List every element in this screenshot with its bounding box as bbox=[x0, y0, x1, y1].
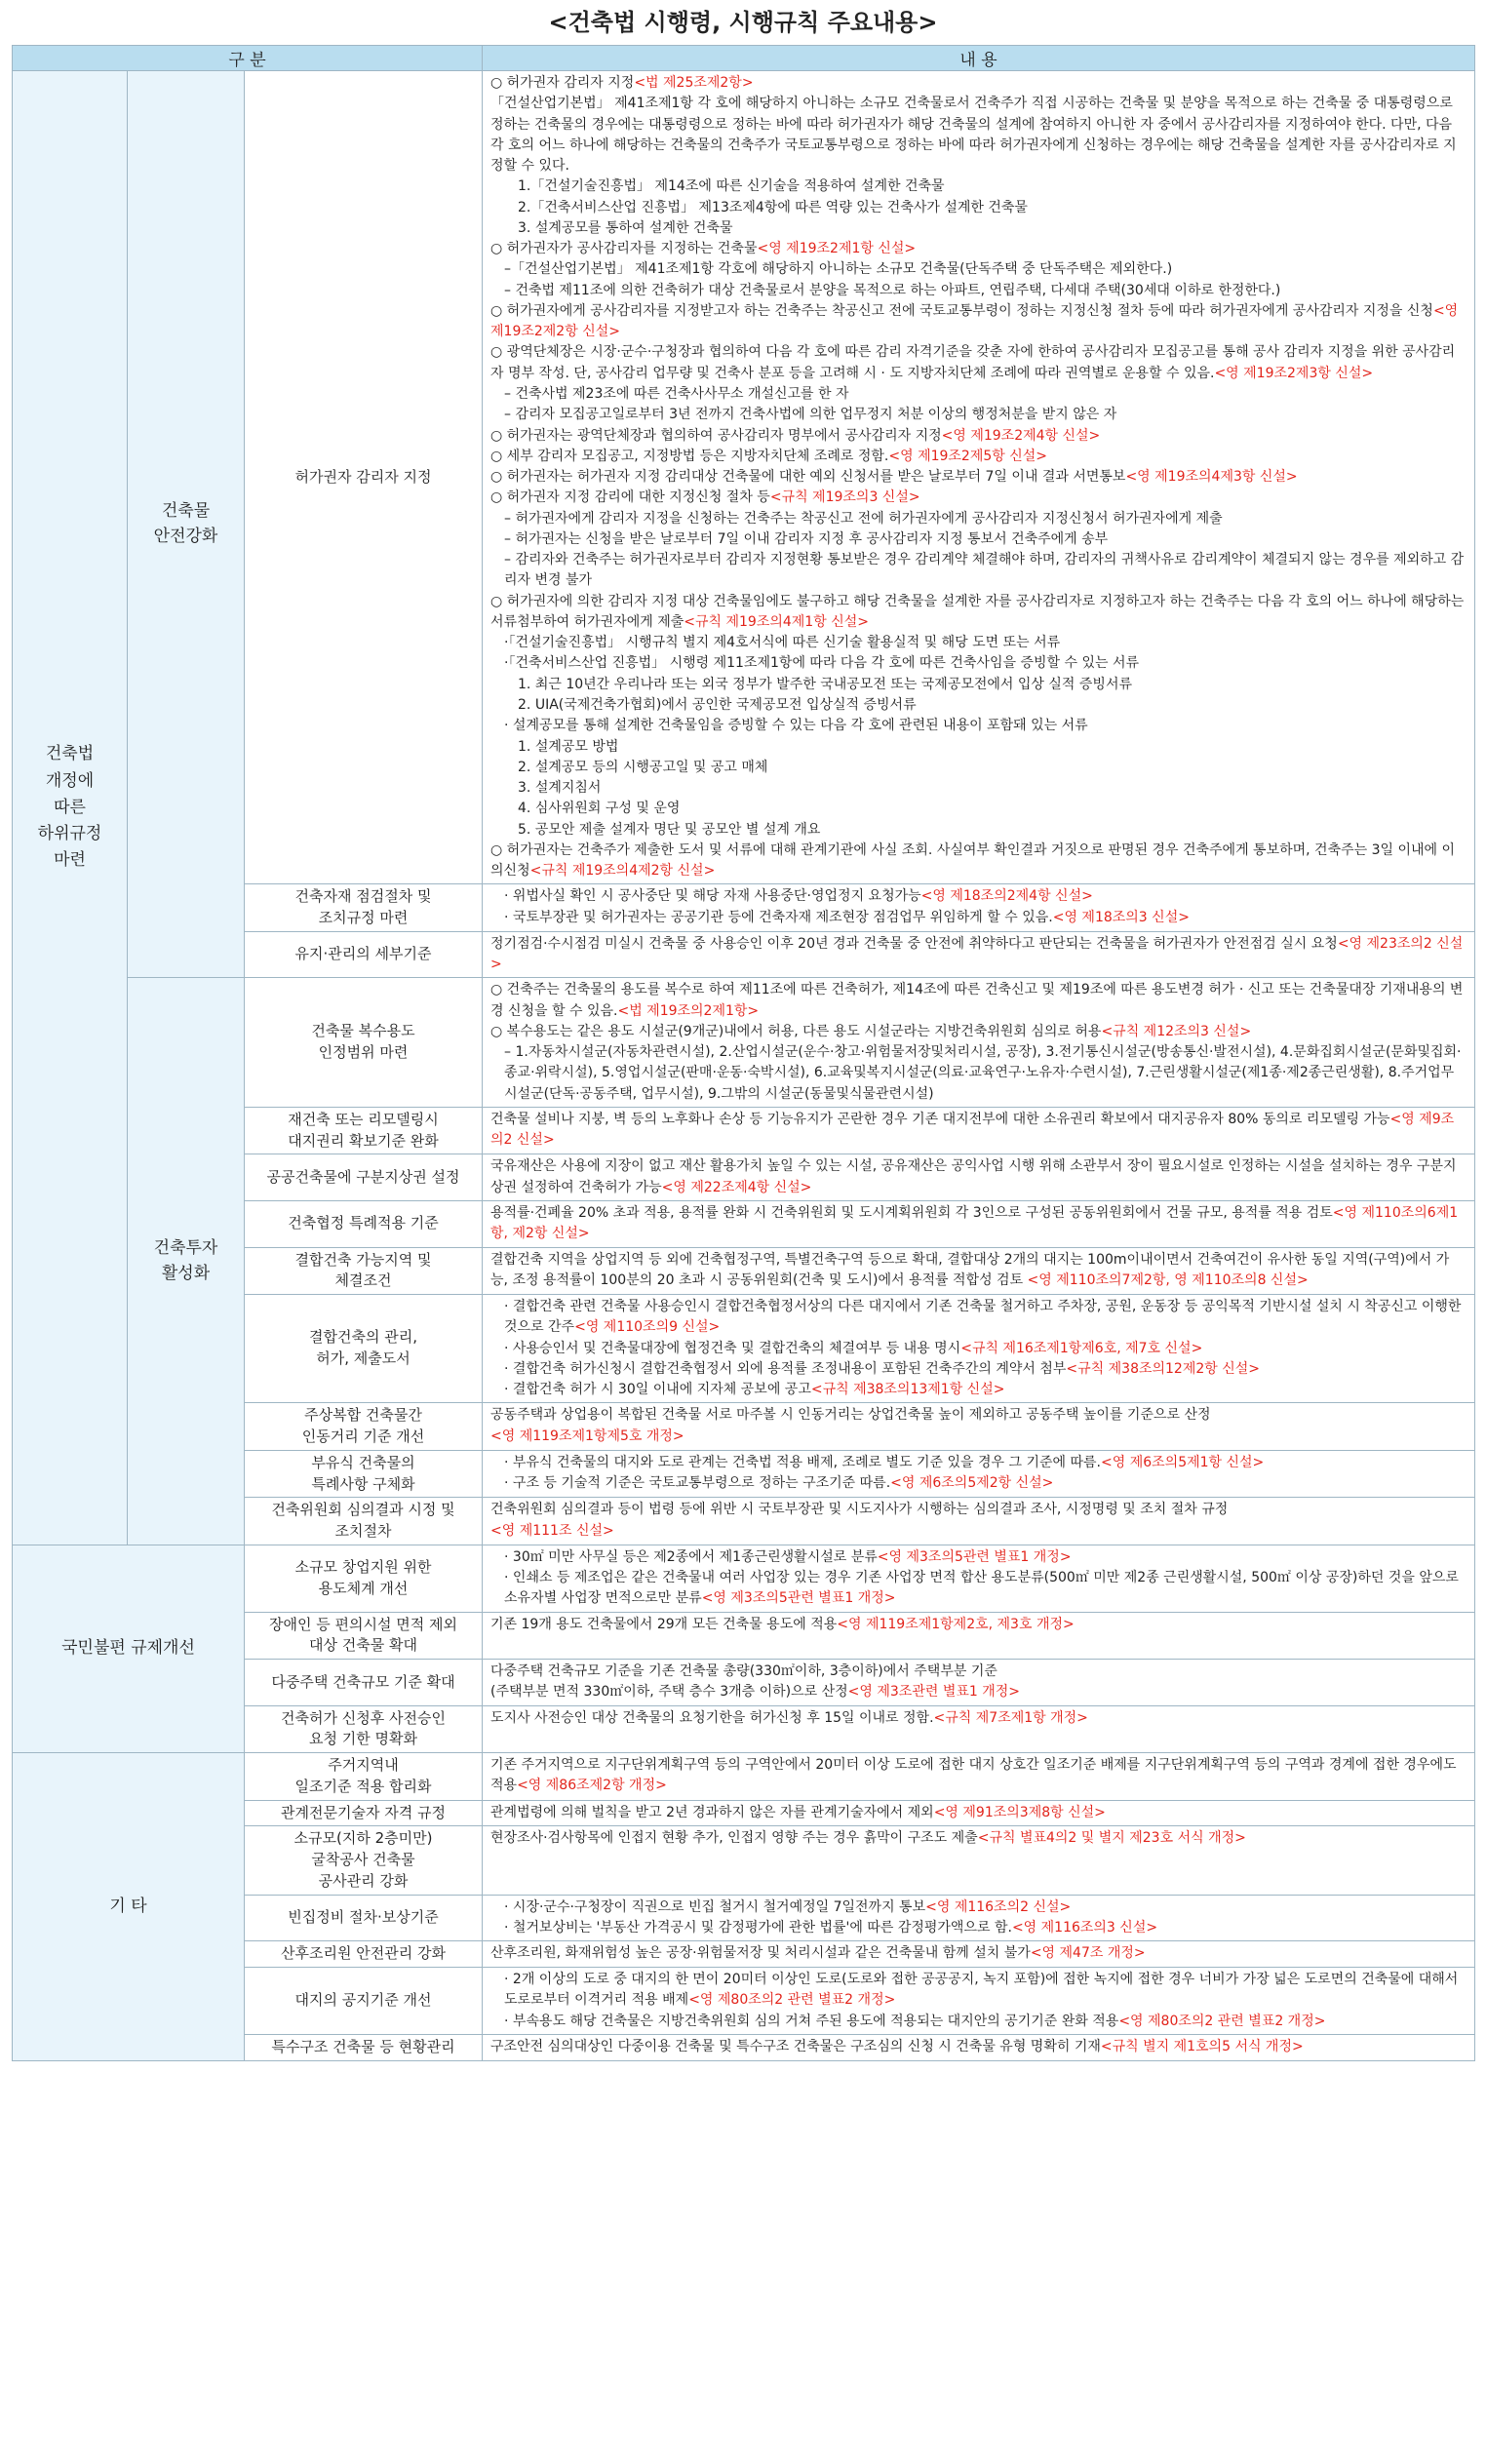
content-text: ○ 허가권자는 허가권자 지정 감리대상 건축물에 대한 예외 신청서를 받은 날로부터 7일 이내 결과 서면통보 bbox=[490, 469, 1126, 486]
content-text: 공동주택과 상업용이 복합된 건축물 서로 마주볼 시 인동거리는 상업건축물 높이 제외하고 공동주택 높이를 기준으로 산정 bbox=[490, 1407, 1211, 1424]
content-text: – 건축사법 제23조에 따른 건축사사무소 개설신고를 한 자 bbox=[504, 385, 849, 402]
content-cell bbox=[483, 1247, 1475, 1295]
content-line bbox=[490, 1156, 1466, 1198]
content-text: 다중주택 건축규모 기준을 기존 건축물 총량(330㎡이하, 3층이하)에서 주택부분 기준 bbox=[490, 1663, 997, 1680]
table-row bbox=[13, 1545, 1475, 1612]
legal-reference: <규칙 제19조의3 신설> bbox=[769, 489, 920, 506]
item-name-cell: 건축허가 신청후 사전승인 요청 기한 명확화 bbox=[245, 1705, 483, 1753]
content-text: ○ 광역단체장은 시장·군수·구청장과 협의하여 다음 각 호에 따른 감리 자격기준을 갖춘 자에 한하여 공사감리자 모집공고를 통해 공사 감리자 지정을 위한 공사감리자 명부 작성. 단, 공사감리 업무량 및 건축사 분포 등을 고려해 시 · 도 지방자치단체 조례에 따라 권역별로 운용할 수 있음. bbox=[490, 344, 1456, 381]
content-line bbox=[490, 94, 1466, 176]
table-row bbox=[13, 71, 1475, 884]
content-text: ○ 허가권자에게 공사감리자를 지정받고자 하는 건축주는 착공신고 전에 국토교통부령이 정하는 지정신청 절차 등에 따라 허가권자에게 공사감리자 지정을 신청 bbox=[490, 302, 1433, 319]
legal-reference: <영 제80조의2 관련 별표2 개정> bbox=[688, 1992, 896, 2009]
legal-reference: <영 제19조2제5항 신설> bbox=[888, 448, 1048, 464]
content-line bbox=[490, 1828, 1466, 1849]
legal-reference: <영 제22조제4항 신설> bbox=[661, 1179, 812, 1195]
legal-reference: <영 제23조의2 신설> bbox=[490, 935, 1464, 973]
content-text: ·「건설기술진흥법」 시행규칙 별지 제4호서식에 따른 신기술 활용실적 및 해당 도면 또는 서류 bbox=[504, 635, 1061, 651]
item-name-cell: 결합건축 가능지역 및 체결조건 bbox=[245, 1247, 483, 1295]
content-line bbox=[490, 1359, 1466, 1380]
content-cell bbox=[483, 884, 1475, 932]
category-cell: 건축법 개정에 따른 하위규정 마련 bbox=[13, 71, 128, 1545]
content-line bbox=[490, 886, 1466, 907]
content-line bbox=[490, 467, 1466, 488]
table-body bbox=[13, 71, 1475, 2061]
content-text: –「건설산업기본법」 제41조제1항 각호에 해당하지 아니하는 소규모 건축물(단독주택 중 단독주택은 제외한다.) bbox=[504, 261, 1173, 278]
legal-reference: <영 제19조2제2항 신설> bbox=[490, 302, 1459, 340]
content-text: ○ 허가권자에 의한 감리자 지정 대상 건축물임에도 불구하고 해당 건축물을 설계한 자를 공사감리자로 지정하고자 하는 건축주는 다음 각 호의 어느 하나에 해당하는 서류첨부하여 허가권자에게 제출 bbox=[490, 593, 1465, 630]
content-text: ○ 복수용도는 같은 용도 시설군(9개군)내에서 허용, 다른 용도 시설군라는 지방건축위원회 심의로 허용 bbox=[490, 1023, 1102, 1039]
content-text: · 부속용도 해당 건축물은 지방건축위원회 심의 거쳐 주된 용도에 적용되는 대지안의 공기기준 완화 적용 bbox=[504, 2013, 1119, 2029]
content-line bbox=[490, 198, 1466, 218]
content-cell bbox=[483, 1498, 1475, 1545]
summary-table bbox=[12, 45, 1475, 2061]
content-text: · 사용승인서 및 건축물대장에 협정건축 및 결합건축의 체결여부 등 내용 명시 bbox=[504, 1340, 961, 1356]
legal-reference: <영 제116조의2 신설> bbox=[925, 1898, 1072, 1915]
content-cell bbox=[483, 1201, 1475, 1248]
content-text: 건축물 설비나 지붕, 벽 등의 노후화나 손상 등 기능유지가 곤란한 경우 기존 대지전부에 대한 소유권리 확보에서 대지공유자 80% 동의로 리모델링 가능 bbox=[490, 1111, 1390, 1127]
legal-reference: <영 제119조제1항제5호 개정> bbox=[490, 1428, 684, 1444]
content-text: 도지사 사전승인 대상 건축물의 요청기한을 허가신청 후 15일 이내로 정함. bbox=[490, 1709, 934, 1726]
legal-reference: <규칙 제19조의4제1항 신설> bbox=[684, 613, 869, 630]
legal-reference: <영 제116조의3 신설> bbox=[1011, 1919, 1158, 1936]
content-text: ○ 허가권자 지정 감리에 대한 지정신청 절차 등 bbox=[490, 489, 770, 506]
table-header-row bbox=[13, 46, 1475, 71]
content-line bbox=[490, 980, 1466, 1022]
content-text: · 인쇄소 등 제조업은 같은 건축물내 여러 사업장 있는 경우 기존 사업장 면적 합산 용도분류(500㎡ 미만 제2종 근린생활시설, 500㎡ 이상 공장)하던 것을 앞으로 소유자별 사업장 면적으로만 분류 bbox=[504, 1570, 1459, 1607]
legal-reference: <규칙 제38조의12제2항 신설> bbox=[1066, 1360, 1261, 1377]
legal-reference: <규칙 제19조의4제2항 신설> bbox=[529, 863, 716, 880]
content-line bbox=[490, 1110, 1466, 1152]
content-line bbox=[490, 716, 1466, 736]
content-line bbox=[490, 301, 1466, 343]
content-line bbox=[490, 1427, 1466, 1447]
content-text: 1. 최근 10년간 우리나라 또는 외국 정부가 발주한 국내공모전 또는 국제공모전에서 입상 실적 증빙서류 bbox=[518, 676, 1132, 692]
content-line bbox=[490, 405, 1466, 425]
legal-reference: <영 제80조의2 관련 별표2 개정> bbox=[1118, 2013, 1326, 2029]
item-name-cell: 빈집정비 절차·보상기준 bbox=[245, 1895, 483, 1941]
page-title: <건축법 시행령, 시행규칙 주요내용> bbox=[548, 9, 938, 36]
content-line bbox=[490, 1380, 1466, 1400]
content-cell bbox=[483, 1295, 1475, 1403]
content-text: 관계법령에 의해 벌칙을 받고 2년 경과하지 않은 자를 관계기술자에서 제외 bbox=[490, 1804, 934, 1820]
content-line bbox=[490, 1521, 1466, 1542]
legal-reference: <영 제19조2제4항 신설> bbox=[941, 427, 1101, 444]
content-cell bbox=[483, 1660, 1475, 1706]
item-name-cell: 소규모(지하 2층미만) 굴착공사 건축물 공사관리 강화 bbox=[245, 1826, 483, 1895]
content-cell bbox=[483, 1154, 1475, 1201]
item-name-cell: 주상복합 건축물간 인동거리 기준 개선 bbox=[245, 1403, 483, 1451]
legal-reference: <법 제19조의2제1항> bbox=[617, 1002, 760, 1019]
item-name-cell: 건축위원회 심의결과 시정 및 조치절차 bbox=[245, 1498, 483, 1545]
content-text: · 구조 등 기술적 기준은 국토교통부령으로 정하는 구조기준 따름. bbox=[504, 1475, 891, 1492]
content-text: · 결합건축 관련 건축물 사용승인시 결합건축협정서상의 다른 대지에서 기존 건축물 철거하고 주차장, 공원, 운동장 등 공익목적 기반시설 설치 시 착공신고 이행한 것으로 간주 bbox=[504, 1299, 1462, 1336]
category-cell: 국민불편 규제개선 bbox=[13, 1545, 245, 1752]
item-name-cell: 유지·관리의 세부기준 bbox=[245, 931, 483, 978]
content-line bbox=[490, 1897, 1466, 1918]
legal-reference: <규칙 제16조제1항제6호, 제7호 신설> bbox=[960, 1340, 1203, 1356]
legal-reference: <영 제91조의3제8항 신설> bbox=[933, 1804, 1106, 1820]
content-text: 1.「건설기술진흥법」 제14조에 따른 신기술을 적용하여 설계한 건축물 bbox=[518, 178, 945, 195]
content-line bbox=[490, 529, 1466, 550]
content-text: ○ 건축주는 건축물의 용도를 복수로 하여 제11조에 따른 건축허가, 제14조에 따른 건축신고 및 제19조에 따른 용도변경 허가 · 신고 또는 건축물대장 기재내용의 변경 신청을 할 수 있음. bbox=[490, 982, 1464, 1019]
legal-reference: <영 제18조의3 신설> bbox=[1052, 909, 1190, 925]
content-text: · 철거보상비는 '부동산 가격공시 및 감정평가에 관한 법률'에 따른 감정평가액으로 함. bbox=[504, 1919, 1012, 1936]
content-text: – 허가권자에게 감리자 지정을 신청하는 건축주는 착공신고 전에 허가권자에게 공사감리자 지정신청서 허가권자에게 제출 bbox=[504, 510, 1223, 527]
content-line bbox=[490, 488, 1466, 508]
content-text: – 허가권자는 신청을 받은 날로부터 7일 이내 감리자 지정 후 공사감리자 지정 통보서 건축주에게 송부 bbox=[504, 530, 1109, 547]
content-line bbox=[490, 1662, 1466, 1682]
content-text: 기존 주거지역으로 지구단위계획구역 등의 구역안에서 20미터 이상 도로에 접한 대지 상호간 일조기준 배제를 지구단위계획구역 등의 구역과 경계에 접한 경우에도 적용 bbox=[490, 1757, 1457, 1794]
legal-reference: <영 제110조의6제1항, 제2항 신설> bbox=[490, 1205, 1459, 1242]
content-line bbox=[490, 176, 1466, 197]
item-name-cell: 관계전문기술자 자격 규정 bbox=[245, 1800, 483, 1826]
item-name-cell: 건축협정 특례적용 기준 bbox=[245, 1201, 483, 1248]
legal-reference: <영 제110조의7제2항, 영 제110조의8 신설> bbox=[1027, 1271, 1309, 1288]
content-cell bbox=[483, 1403, 1475, 1451]
content-cell bbox=[483, 71, 1475, 884]
content-line bbox=[490, 653, 1466, 674]
item-name-cell: 재건축 또는 리모델링시 대지권리 확보기준 완화 bbox=[245, 1107, 483, 1154]
item-name-cell: 특수구조 건축물 등 현황관리 bbox=[245, 2034, 483, 2060]
subcategory-cell: 건축투자 활성화 bbox=[128, 978, 245, 1545]
content-text: · 시장·군수·구청장이 직권으로 빈집 철거시 철거예정일 7일전까지 통보 bbox=[504, 1898, 926, 1915]
content-line bbox=[490, 1203, 1466, 1245]
legal-reference: <영 제9조의2 신설> bbox=[490, 1111, 1455, 1149]
content-text: 현장조사·검사항목에 인접지 현황 추가, 인접지 영향 주는 경우 흙막이 구조도 제출 bbox=[490, 1830, 978, 1847]
header-content: 내 용 bbox=[483, 46, 1475, 71]
item-name-cell: 소규모 창업지원 위한 용도체계 개선 bbox=[245, 1545, 483, 1612]
table-row bbox=[13, 1753, 1475, 1801]
content-line bbox=[490, 1918, 1466, 1938]
content-text: 4. 심사위원회 구성 및 운영 bbox=[518, 801, 681, 817]
content-line bbox=[490, 1339, 1466, 1359]
content-text: – 1.자동차시설군(자동차관련시설), 2.산업시설군(운수·창고·위험물저장및처리시설, 공장), 3.전기통신시설군(방송통신·발전시설), 4.문화집회시설군(문화및집회·종교·위락시설), 5.영업시설군(판매·운동·숙박시설), 6.교육및복지시설군(의료·교육연구·노유자·수련시설), 7.근린생활시설군(제1종·제2종근린생활), 8.주거업무시설군(단독·공동주택, 업무시설), 9.그밖의 시설군(동물및식물관련시설) bbox=[504, 1044, 1462, 1102]
content-text: · 설계공모를 통해 설계한 건축물임을 증빙할 수 있는 다음 각 호에 관련된 내용이 포함돼 있는 서류 bbox=[504, 718, 1088, 734]
content-line bbox=[490, 2037, 1466, 2057]
content-line bbox=[490, 1473, 1466, 1494]
content-cell bbox=[483, 1107, 1475, 1154]
content-text: 기존 19개 용도 건축물에서 29개 모든 건축물 용도에 적용 bbox=[490, 1616, 838, 1632]
content-text: 1. 설계공모 방법 bbox=[518, 738, 619, 755]
legal-reference: <규칙 제38조의13제1항 신설> bbox=[810, 1382, 1005, 1398]
content-cell bbox=[483, 1895, 1475, 1941]
content-text: 3. 설계지침서 bbox=[518, 780, 602, 797]
item-name-cell: 건축물 복수용도 인정범위 마련 bbox=[245, 978, 483, 1108]
content-text: 5. 공모안 제출 설계자 명단 및 공모안 별 설계 개요 bbox=[518, 821, 821, 838]
legal-reference: <영 제19조2제1항 신설> bbox=[757, 241, 917, 257]
legal-reference: <영 제47조 개정> bbox=[1030, 1945, 1146, 1962]
content-line bbox=[490, 1970, 1466, 2012]
content-line bbox=[490, 934, 1466, 976]
content-line bbox=[490, 1755, 1466, 1797]
content-line bbox=[490, 758, 1466, 778]
table-row bbox=[13, 978, 1475, 1108]
content-text: ○ 세부 감리자 모집공고, 지정방법 등은 지방자치단체 조례로 정함. bbox=[490, 448, 889, 464]
item-name-cell: 주거지역내 일조기준 적용 합리화 bbox=[245, 1753, 483, 1801]
content-text: 국유재산은 사용에 지장이 없고 재산 활용가치 높일 수 있는 시설, 공유재산은 공익사업 시행 위해 소관부서 장이 필요시설로 인정하는 시설을 설치하는 경우 구분지상권 설정하여 건축허가 가능 bbox=[490, 1158, 1457, 1195]
content-line bbox=[490, 342, 1466, 384]
content-text: 2. UIA(국제건축가협회)에서 공인한 국제공모전 입상실적 증빙서류 bbox=[518, 696, 917, 713]
content-cell bbox=[483, 1612, 1475, 1660]
content-line bbox=[490, 1803, 1466, 1823]
content-line bbox=[490, 1500, 1466, 1520]
content-line bbox=[490, 592, 1466, 634]
content-line bbox=[490, 550, 1466, 592]
header-category: 구 분 bbox=[13, 46, 483, 71]
item-name-cell: 허가권자 감리자 지정 bbox=[245, 71, 483, 884]
content-line bbox=[490, 1453, 1466, 1473]
content-line bbox=[490, 1250, 1466, 1292]
legal-reference: <영 제6조의5제1항 신설> bbox=[1101, 1454, 1265, 1470]
content-line bbox=[490, 2012, 1466, 2032]
item-name-cell: 결합건축의 관리, 허가, 제출도서 bbox=[245, 1295, 483, 1403]
content-line bbox=[490, 1682, 1466, 1702]
content-text: 용적률·건폐율 20% 초과 적용, 용적률 완화 시 건축위원회 및 도시계획위원회 각 3인으로 구성된 공동위원회에서 건물 규모, 용적률 적용 검토 bbox=[490, 1205, 1333, 1222]
content-cell bbox=[483, 1545, 1475, 1612]
content-line bbox=[490, 695, 1466, 716]
content-cell bbox=[483, 2034, 1475, 2060]
content-line bbox=[490, 281, 1466, 301]
content-text: · 결합건축 허가신청시 결합건축협정서 외에 용적률 조정내용이 포함된 건축주간의 계약서 첨부 bbox=[504, 1360, 1067, 1377]
content-line bbox=[490, 1042, 1466, 1105]
legal-reference: <영 제6조의5제2항 신설> bbox=[890, 1475, 1054, 1492]
legal-reference: <영 제3조의5관련 별표1 개정> bbox=[701, 1590, 896, 1607]
content-text: · 2개 이상의 도로 중 대지의 한 면이 20미터 이상인 도로(도로와 접한 공공공지, 녹지 포함)에 접한 녹지에 접한 경우 너비가 가장 넓은 도로면의 건축물에 대해서 도로로부터 이격거리 적용 배제 bbox=[504, 1971, 1459, 2009]
content-cell bbox=[483, 1705, 1475, 1753]
category-cell: 기 타 bbox=[13, 1753, 245, 2060]
content-text: 정기점검·수시점검 미실시 건축물 중 사용승인 이후 20년 경과 건축물 중 안전에 취약하다고 판단되는 건축물을 허가권자가 안전점검 실시 요청 bbox=[490, 935, 1338, 952]
legal-reference: <법 제25조제2항> bbox=[634, 75, 754, 91]
content-line bbox=[490, 820, 1466, 841]
content-cell bbox=[483, 1941, 1475, 1968]
legal-reference: <영 제18조의2제4항 신설> bbox=[920, 888, 1093, 905]
content-cell bbox=[483, 1753, 1475, 1801]
content-text: 구조안전 심의대상인 다중이용 건축물 및 특수구조 건축물은 구조심의 신청 시 건축물 유형 명확히 기재 bbox=[490, 2038, 1101, 2054]
legal-reference: <영 제119조제1항제2호, 제3호 개정> bbox=[837, 1616, 1075, 1632]
content-line bbox=[490, 218, 1466, 239]
legal-reference: <영 제3조관련 별표1 개정> bbox=[847, 1684, 1020, 1701]
legal-reference: <규칙 별지 제1호의5 서식 개정> bbox=[1100, 2038, 1304, 2054]
content-line bbox=[490, 259, 1466, 280]
item-name-cell: 산후조리원 안전관리 강화 bbox=[245, 1941, 483, 1968]
content-text: ○ 허가권자가 공사감리자를 지정하는 건축물 bbox=[490, 241, 758, 257]
content-text: 결합건축 지역을 상업지역 등 외에 건축협정구역, 특별건축구역 등으로 확대, 결합대상 2개의 대지는 100m이내이면서 건축여건이 유사한 동일 지역(구역)에서 가능, 조정 용적률이 100분의 20 초과 시 공동위원회(건축 및 도시)에서 용적률 적합성 검토 bbox=[490, 1251, 1450, 1288]
content-cell bbox=[483, 1967, 1475, 2034]
content-line bbox=[490, 509, 1466, 529]
item-name-cell: 건축자재 점검절차 및 조치규정 마련 bbox=[245, 884, 483, 932]
legal-reference: <규칙 제7조제1항 개정> bbox=[933, 1709, 1088, 1726]
content-line bbox=[490, 1708, 1466, 1729]
content-cell bbox=[483, 1826, 1475, 1895]
content-text: 2.「건축서비스산업 진흥법」 제13조제4항에 따른 역량 있는 건축사가 설계한 건축물 bbox=[518, 199, 1028, 215]
content-text: 산후조리원, 화재위험성 높은 공장·위험물저장 및 처리시설과 같은 건축물내 함께 설치 불가 bbox=[490, 1945, 1031, 1962]
legal-reference: <영 제111조 신설> bbox=[490, 1522, 614, 1539]
item-name-cell: 공공건축물에 구분지상권 설정 bbox=[245, 1154, 483, 1201]
content-text: 3. 설계공모를 통하여 설계한 건축물 bbox=[518, 219, 733, 236]
legal-reference: <규칙 제12조의3 신설> bbox=[1101, 1023, 1252, 1039]
content-line bbox=[490, 737, 1466, 758]
legal-reference: <영 제19조의4제3항 신설> bbox=[1125, 469, 1298, 486]
legal-reference: <영 제19조2제3항 신설> bbox=[1214, 365, 1374, 381]
content-text: 2. 설계공모 등의 시행공고일 및 공고 매체 bbox=[518, 759, 768, 775]
legal-reference: <영 제86조제2항 개정> bbox=[517, 1778, 667, 1794]
content-text: ○ 허가권자 감리자 지정 bbox=[490, 75, 635, 91]
content-cell bbox=[483, 931, 1475, 978]
content-line bbox=[490, 239, 1466, 259]
content-line bbox=[490, 1615, 1466, 1635]
content-line bbox=[490, 426, 1466, 447]
content-text: ·「건축서비스산업 진흥법」 시행령 제11조제1항에 따라 다음 각 호에 따른 건축사임을 증빙할 수 있는 서류 bbox=[504, 655, 1139, 672]
content-line bbox=[490, 1547, 1466, 1568]
legal-reference: <규칙 별표4의2 및 별지 제23호 서식 개정> bbox=[977, 1830, 1246, 1847]
content-line bbox=[490, 73, 1466, 94]
content-text: 건축위원회 심의결과 등이 법령 등에 위반 시 국토부장관 및 시도지사가 시행하는 심의결과 조사, 시정명령 및 조치 절차 규정 bbox=[490, 1502, 1229, 1518]
content-line bbox=[490, 633, 1466, 653]
item-name-cell: 장애인 등 편의시설 면적 제외 대상 건축물 확대 bbox=[245, 1612, 483, 1660]
content-text: (주택부분 면적 330㎡이하, 주택 층수 3개층 이하)으로 산정 bbox=[490, 1684, 848, 1701]
content-line bbox=[490, 1022, 1466, 1042]
legal-reference: <영 제110조의9 신설> bbox=[574, 1319, 721, 1336]
content-text: · 30㎡ 미만 사무실 등은 제2종에서 제1종근린생활시설로 분류 bbox=[504, 1548, 878, 1565]
content-line bbox=[490, 447, 1466, 467]
content-line bbox=[490, 1568, 1466, 1610]
content-line bbox=[490, 778, 1466, 799]
legal-reference: <영 제3조의5관련 별표1 개정> bbox=[877, 1548, 1072, 1565]
content-line bbox=[490, 799, 1466, 819]
content-line bbox=[490, 1405, 1466, 1426]
content-text: – 건축법 제11조에 의한 건축허가 대상 건축물로서 분양을 목적으로 하는 아파트, 연립주택, 다세대 주택(30세대 이하로 한정한다.) bbox=[504, 282, 1281, 298]
content-text: · 결합건축 허가 시 30일 이내에 지자체 공보에 공고 bbox=[504, 1382, 811, 1398]
content-line bbox=[490, 841, 1466, 882]
content-line bbox=[490, 908, 1466, 928]
content-text: · 부유식 건축물의 대지와 도로 관계는 건축법 적용 배제, 조례로 별도 기준 있을 경우 그 기준에 따름. bbox=[504, 1454, 1102, 1470]
content-text: 「건설산업기본법」 제41조제1항 각 호에 해당하지 아니하는 소규모 건축물로서 건축주가 직접 시공하는 건축물 및 분양을 목적으로 하는 건축물 중 대통령령으로 정하는 건축물의 경우에는 대통령령으로 정하는 바에 따라 허가권자가 해당 건축물의 설계에 참여하지 아니한 자 중에서 공사감리자를 지정하여야 한다. 다만, 다음 각 호의 어느 하나에 해당하는 건축물의 건축주가 국토교통부령으로 정하는 바에 따라 허가권자에게 신청하는 경우에는 해당 건축물을 설계한 자를 공사감리자로 지정할 수 있다. bbox=[490, 96, 1457, 175]
content-cell bbox=[483, 978, 1475, 1108]
content-text: · 위법사실 확인 시 공사중단 및 해당 자재 사용중단·영업정지 요청가능 bbox=[504, 888, 921, 905]
item-name-cell: 부유식 건축물의 특례사항 구체화 bbox=[245, 1450, 483, 1498]
content-line bbox=[490, 384, 1466, 405]
content-line bbox=[490, 675, 1466, 695]
item-name-cell: 대지의 공지기준 개선 bbox=[245, 1967, 483, 2034]
content-text: – 감리자 모집공고일로부터 3년 전까지 건축사법에 의한 업무정지 처분 이상의 행정처분을 받지 않은 자 bbox=[504, 407, 1117, 423]
subcategory-cell: 건축물 안전강화 bbox=[128, 71, 245, 978]
content-text: · 국토부장관 및 허가권자는 공공기관 등에 건축자재 제조현장 점검업무 위임하게 할 수 있음. bbox=[504, 909, 1053, 925]
content-cell bbox=[483, 1800, 1475, 1826]
item-name-cell: 다중주택 건축규모 기준 확대 bbox=[245, 1660, 483, 1706]
content-line bbox=[490, 1943, 1466, 1964]
content-text: ○ 허가권자는 건축주가 제출한 도서 및 서류에 대해 관계기관에 사실 조회. 사실여부 확인결과 거짓으로 판명된 경우 건축주에게 통보하며, 건축주는 3일 이내에 이의신청 bbox=[490, 841, 1456, 880]
content-cell bbox=[483, 1450, 1475, 1498]
content-text: ○ 허가권자는 광역단체장과 협의하여 공사감리자 명부에서 공사감리자 지정 bbox=[490, 427, 942, 444]
content-line bbox=[490, 1297, 1466, 1339]
content-text: – 감리자와 건축주는 허가권자로부터 감리자 지정현황 통보받은 경우 감리계약 체결해야 하며, 감리자의 귀책사유로 감리계약이 체결되지 않는 경우를 제외하고 감리자 변경 불가 bbox=[504, 552, 1465, 589]
